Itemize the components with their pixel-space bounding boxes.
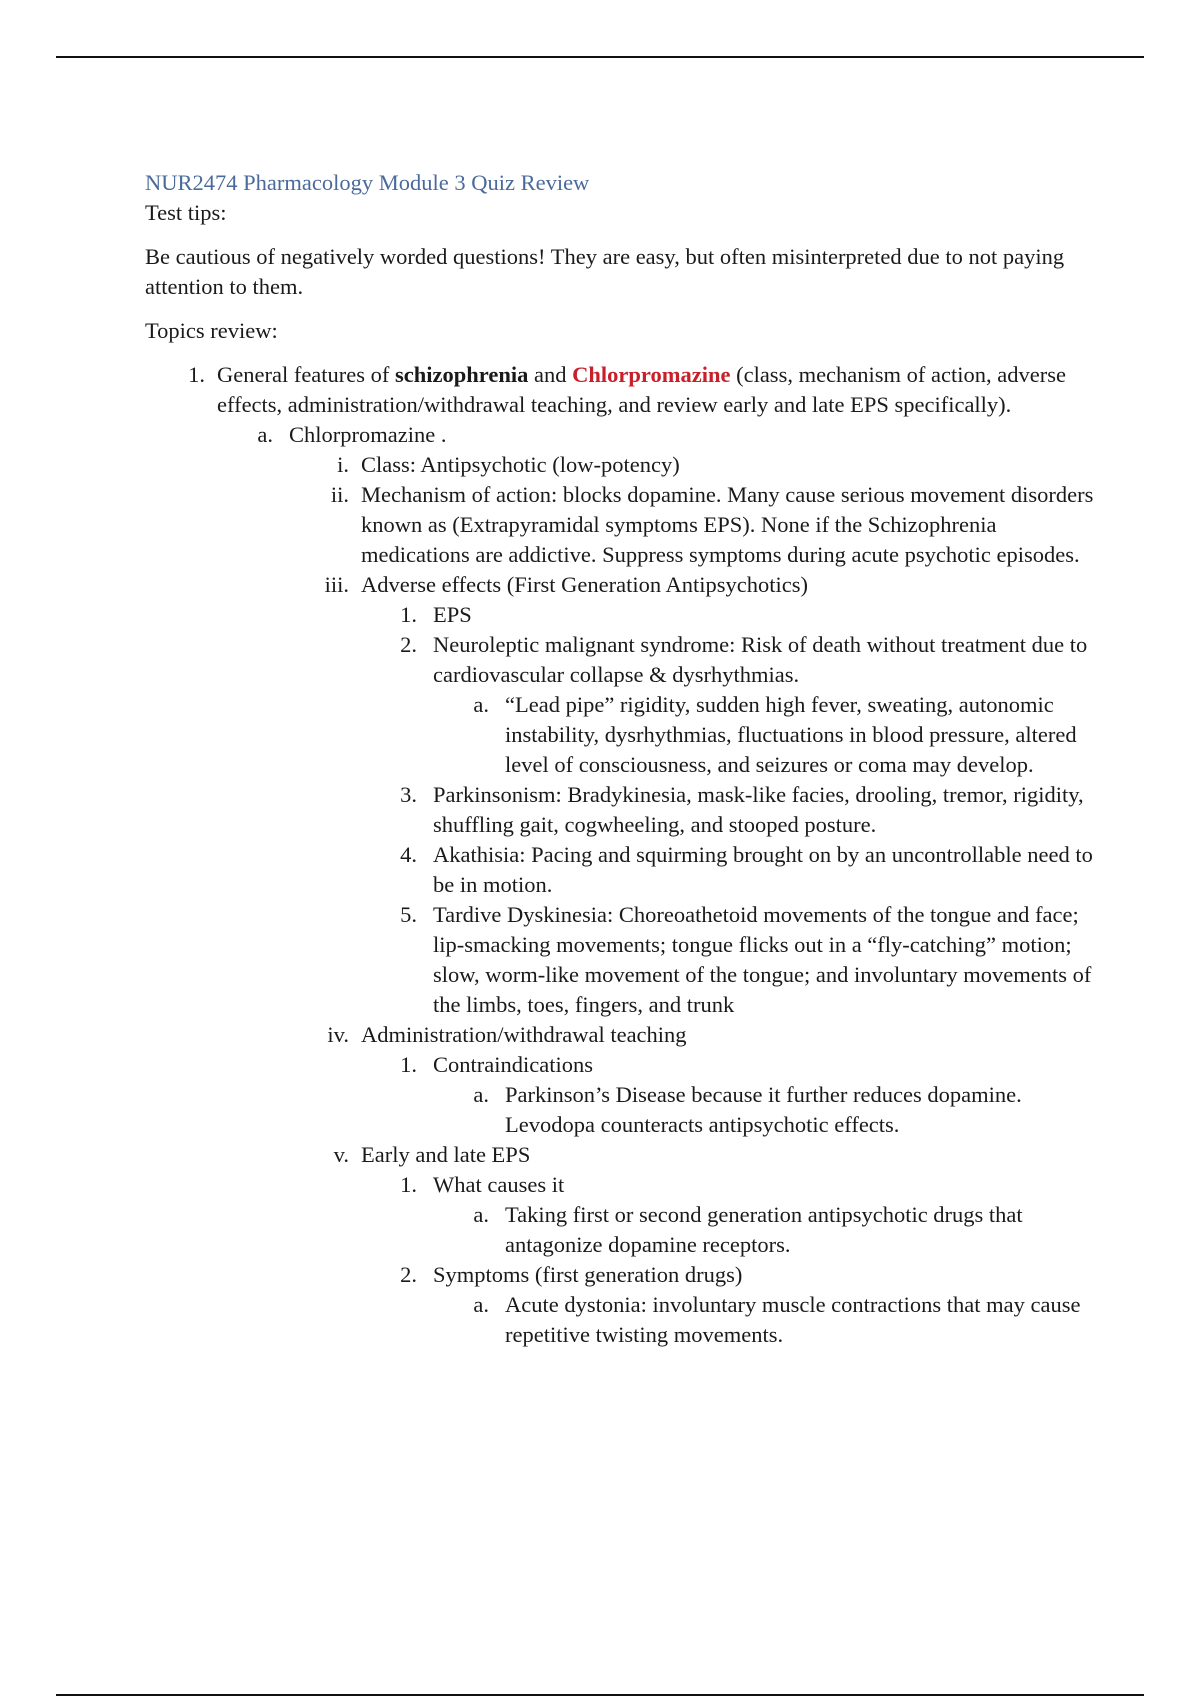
- list-number: 2.: [400, 1262, 417, 1287]
- list-number: a.: [473, 1202, 489, 1227]
- item-text: Contraindications: [433, 1052, 593, 1077]
- bottom-rule: [56, 1694, 1144, 1696]
- item-text: Adverse effects (First Generation Antipsychotics): [361, 572, 808, 597]
- chlorpromazine-term: Chlorpromazine: [572, 362, 731, 387]
- list-number: a.: [473, 692, 489, 717]
- test-tips-label: Test tips:: [145, 200, 227, 225]
- item-text: General features of: [217, 362, 396, 387]
- list-item-tardive: [400, 900, 1095, 1020]
- item-text: Symptoms (first generation drugs): [433, 1262, 743, 1287]
- item-text: Parkinson’s Disease because it further reduces dopamine. Levodopa counteracts antipsychotic effects.: [505, 1082, 1022, 1137]
- list-number: a.: [473, 1082, 489, 1107]
- list-number: 1.: [188, 362, 205, 387]
- item-text: Early and late EPS: [361, 1142, 531, 1167]
- list-number: 2.: [400, 632, 417, 657]
- topics-label: Topics review:: [145, 318, 278, 343]
- list-number: a.: [473, 1292, 489, 1317]
- list-number: iv.: [327, 1022, 349, 1047]
- document-body: [145, 168, 1095, 1350]
- list-item-v: [333, 1140, 1095, 1170]
- list-item-dystonia: [473, 1290, 1095, 1350]
- caution-paragraph: Be cautious of negatively worded questions! They are easy, but often misinterpreted due to not paying attention to them.: [145, 244, 1065, 299]
- item-text: Neuroleptic malignant syndrome: Risk of death without treatment due to cardiovascular collapse & dysrhythmias.: [433, 632, 1088, 687]
- item-text: Administration/withdrawal teaching: [361, 1022, 687, 1047]
- item-text: Mechanism of action: blocks dopamine. Many cause serious movement disorders known as (Extrapyramidal symptoms EPS). None if the Schizophrenia medications are addictive. Suppress symptoms during acute psychotic episodes.: [361, 482, 1094, 567]
- document-title: NUR2474 Pharmacology Module 3 Quiz Review: [145, 170, 590, 195]
- item-text: Tardive Dyskinesia: Choreoathetoid movements of the tongue and face; lip-smacking movements; tongue flicks out in a “fly-catching” motion; slow, worm-like movement of the tongue; and involuntary movements of the limbs, toes, fingers, and trunk: [433, 902, 1092, 1017]
- list-item-contraindications: [400, 1050, 1095, 1080]
- list-item-causes: [400, 1170, 1095, 1200]
- list-number: 5.: [400, 902, 417, 927]
- item-text: “Lead pipe” rigidity, sudden high fever, sweating, autonomic instability, dysrhythmias, fluctuations in blood pressure, altered level of consciousness, and seizures or coma may develop.: [505, 692, 1077, 777]
- list-item-eps: [400, 600, 1095, 630]
- item-text: (class, mechanism of action, adverse effects, administration/withdrawal teaching, and review early and late EPS specifically).: [217, 362, 1066, 417]
- list-number: 4.: [400, 842, 417, 867]
- item-text: What causes it: [433, 1172, 565, 1197]
- list-number: 1.: [400, 1172, 417, 1197]
- item-text: Taking first or second generation antipsychotic drugs that antagonize dopamine receptors.: [505, 1202, 1023, 1257]
- list-number: ii.: [330, 482, 349, 507]
- item-text: Chlorpromazine .: [289, 422, 447, 447]
- list-item-nms-a: [473, 690, 1095, 780]
- list-item-causes-a: [473, 1200, 1095, 1260]
- schizophrenia-term: schizophrenia: [395, 362, 529, 387]
- top-rule: [56, 56, 1144, 58]
- item-text: Akathisia: Pacing and squirming brought on by an uncontrollable need to be in motion.: [433, 842, 1093, 897]
- list-number: v.: [333, 1142, 349, 1167]
- list-item-i: [337, 450, 1095, 480]
- list-number: i.: [337, 452, 349, 477]
- list-number: iii.: [324, 572, 349, 597]
- list-item-parkinsonism: [400, 780, 1095, 840]
- item-text: EPS: [433, 602, 472, 627]
- list-item-a: [257, 420, 1095, 450]
- list-item-nms: [400, 630, 1095, 690]
- list-item-symptoms: [400, 1260, 1095, 1290]
- list-item-iii: [324, 570, 1095, 600]
- list-item-ii: [330, 480, 1095, 570]
- item-text: Acute dystonia: involuntary muscle contractions that may cause repetitive twisting movements.: [505, 1292, 1081, 1347]
- list-number: 3.: [400, 782, 417, 807]
- item-text: Class: Antipsychotic (low-potency): [361, 452, 680, 477]
- list-number: a.: [257, 422, 273, 447]
- list-item-iv: [327, 1020, 1095, 1050]
- item-text: and: [528, 362, 573, 387]
- list-number: 1.: [400, 602, 417, 627]
- list-item-parkinsons: [473, 1080, 1095, 1140]
- list-item-akathisia: [400, 840, 1095, 900]
- list-item-1: [188, 360, 1095, 420]
- list-number: 1.: [400, 1052, 417, 1077]
- item-text: Parkinsonism: Bradykinesia, mask-like facies, drooling, tremor, rigidity, shuffling gait, cogwheeling, and stooped posture.: [433, 782, 1084, 837]
